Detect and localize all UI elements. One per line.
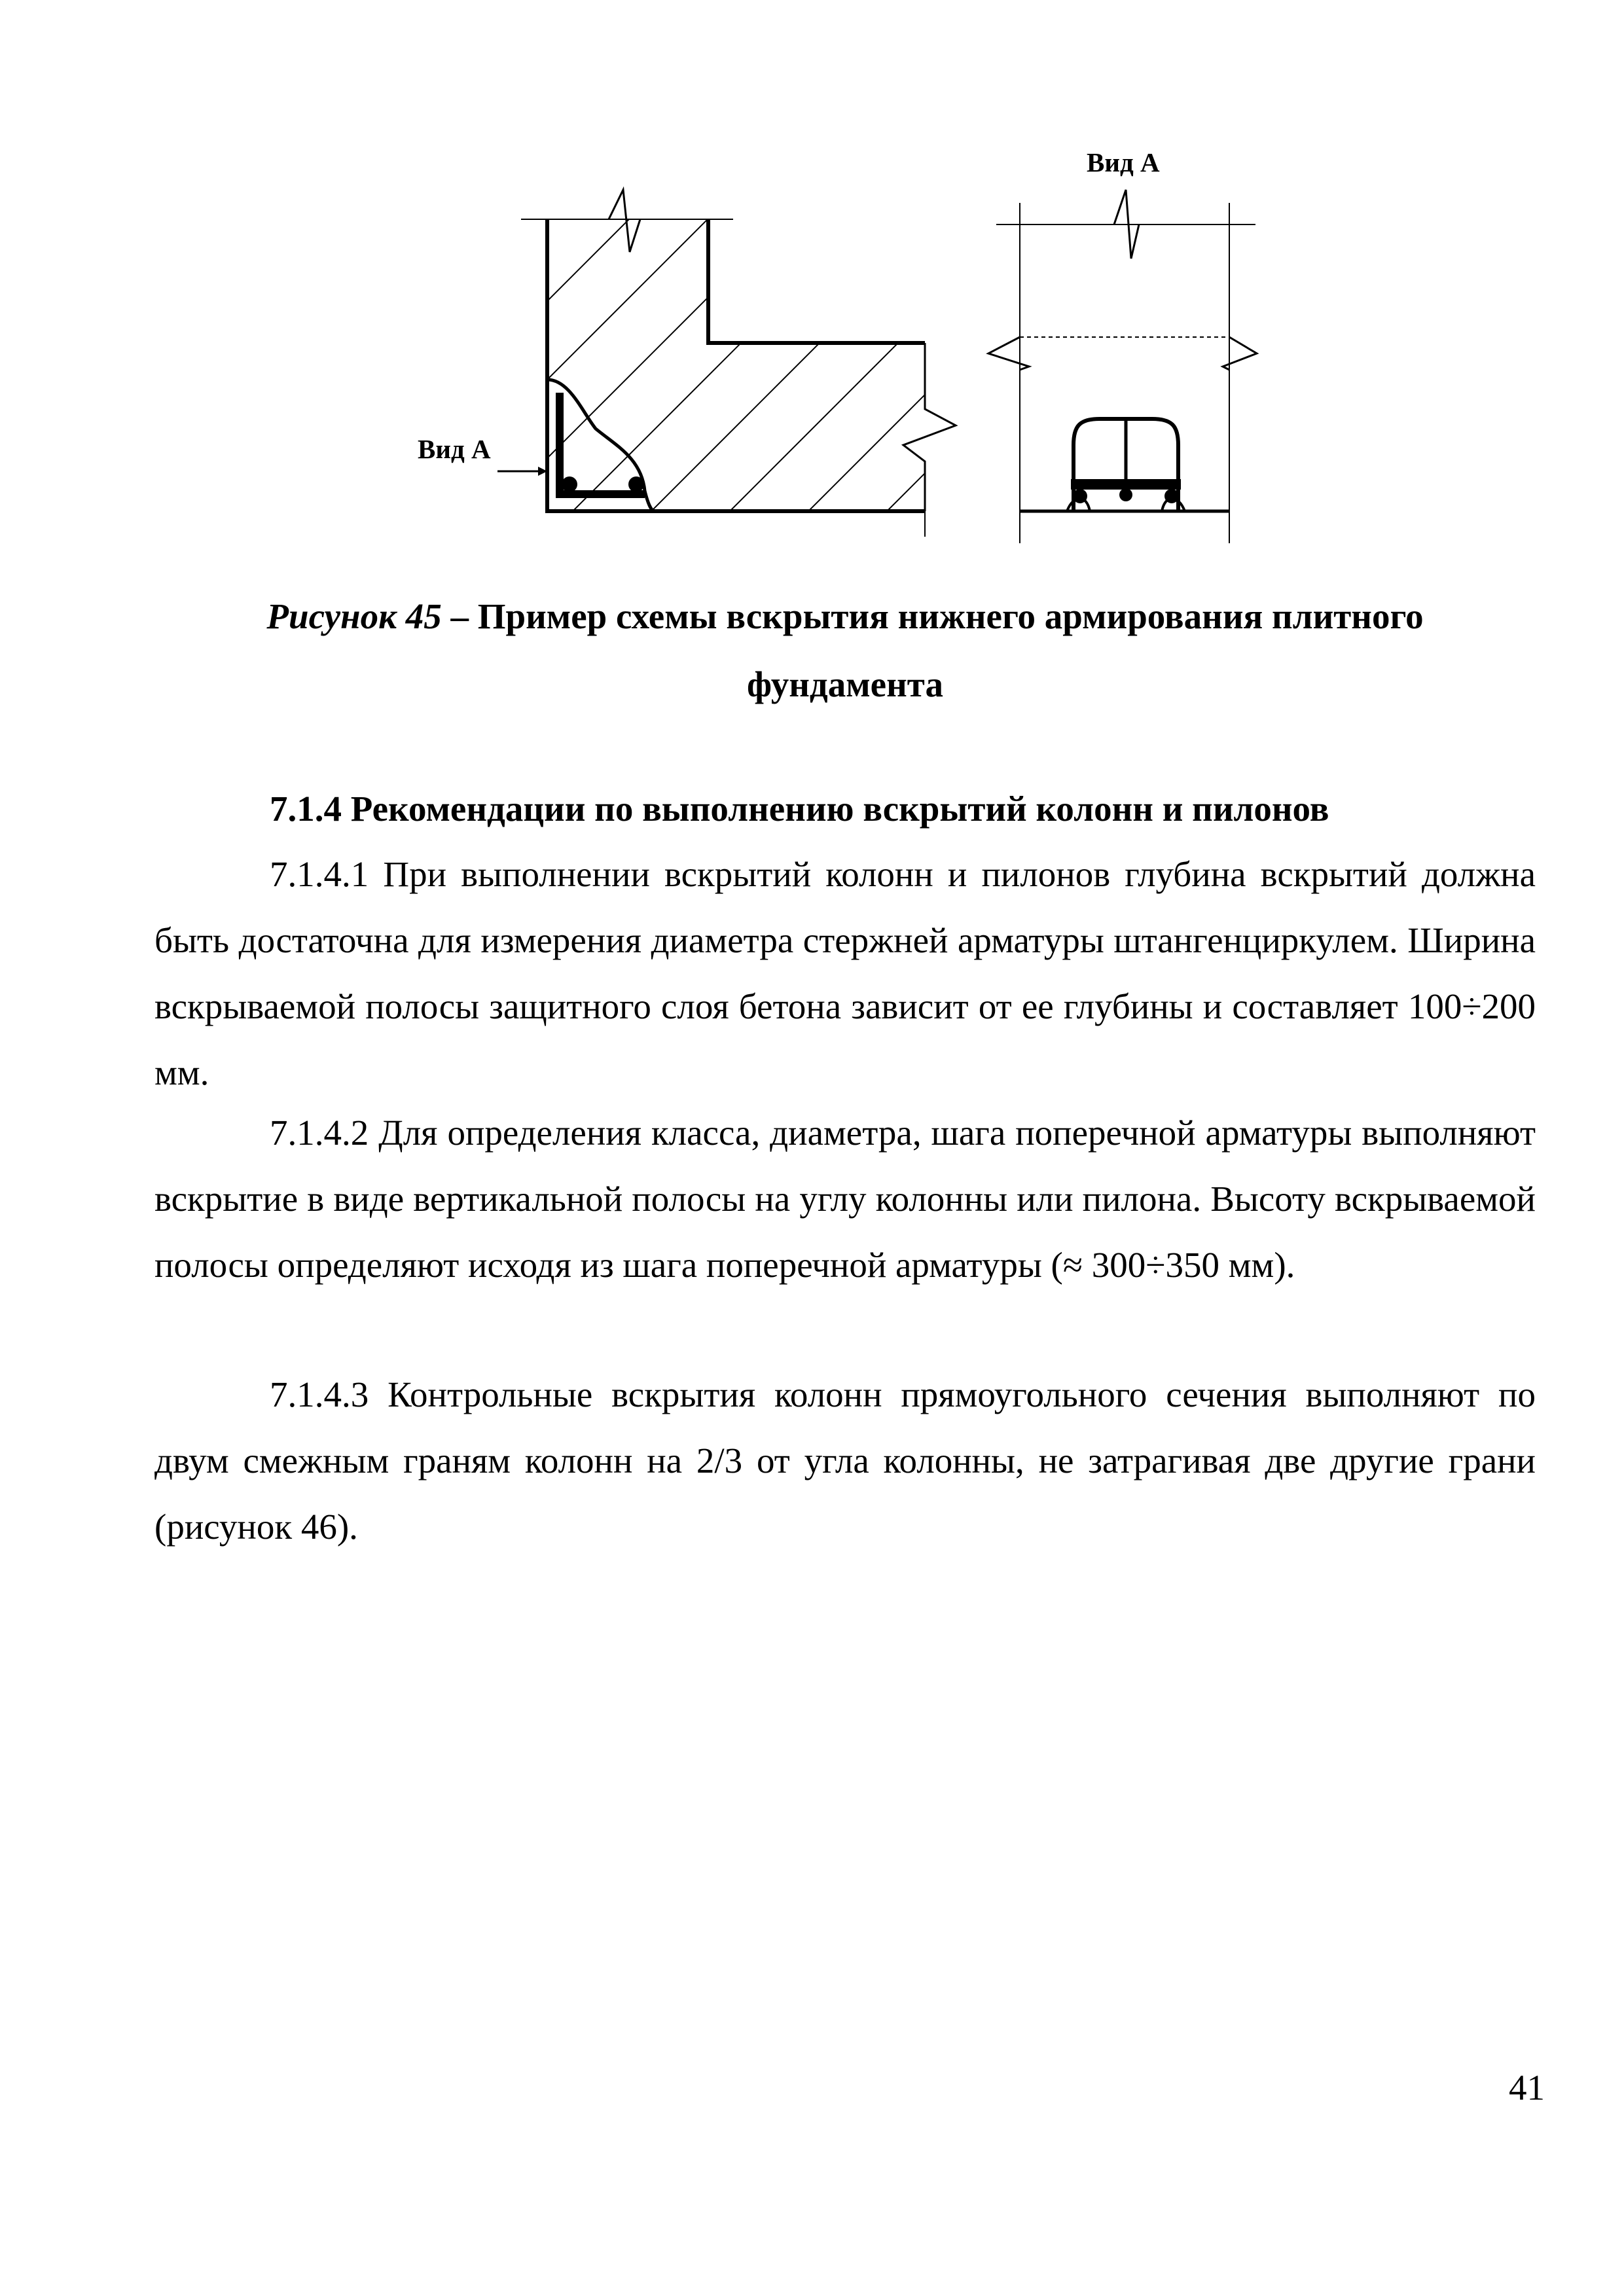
section-view bbox=[418, 190, 1182, 537]
view-a-label-top: Вид А bbox=[1087, 147, 1160, 177]
paragraph-7-1-4-2 bbox=[154, 1100, 1536, 1298]
caption-number: Рисунок 45 bbox=[266, 596, 442, 636]
paragraph-text: 7.1.4.3 Контрольные вскрытия колонн прямоугольного сечения выполняют по двум смежным граням колонн на 2/3 от угла колонны, не затрагивая две другие грани (рисунок 46). bbox=[154, 1374, 1536, 1547]
paragraph-7-1-4-3 bbox=[154, 1361, 1536, 1560]
section-heading: 7.1.4 Рекомендации по выполнению вскрытий колонн и пилонов bbox=[270, 789, 1329, 829]
paragraph-text: 7.1.4.1 При выполнении вскрытий колонн и пилонов глубина вскрытий должна быть достаточна для измерения диаметра стержней арматуры штангенциркулем. Ширина вскрываемой полосы защитного слоя бетона зависит от ее глубины и составляет 100÷200 мм. bbox=[154, 854, 1536, 1092]
paragraph-text: 7.1.4.2 Для определения класса, диаметра, шага поперечной арматуры выполняют вскрытие в виде вертикальной полосы на углу колонны или пилона. Высоту вскрываемой полосы определяют исходя из шага поперечной арматуры (≈ 300÷350 мм). bbox=[154, 1113, 1536, 1285]
page-number: 41 bbox=[1509, 2068, 1545, 2108]
figure-caption bbox=[154, 583, 1536, 719]
caption-dash: – bbox=[441, 596, 478, 636]
caption-text-line1: Пример схемы вскрытия нижнего армирования плитного bbox=[477, 596, 1424, 636]
caption-text-line2: фундамента bbox=[747, 664, 943, 704]
figure-45-diagram bbox=[393, 137, 1335, 543]
figure-svg bbox=[393, 137, 1335, 543]
view-a-label-left: Вид А bbox=[418, 434, 491, 464]
view-a bbox=[988, 147, 1257, 543]
paragraph-7-1-4-1 bbox=[154, 841, 1536, 1105]
